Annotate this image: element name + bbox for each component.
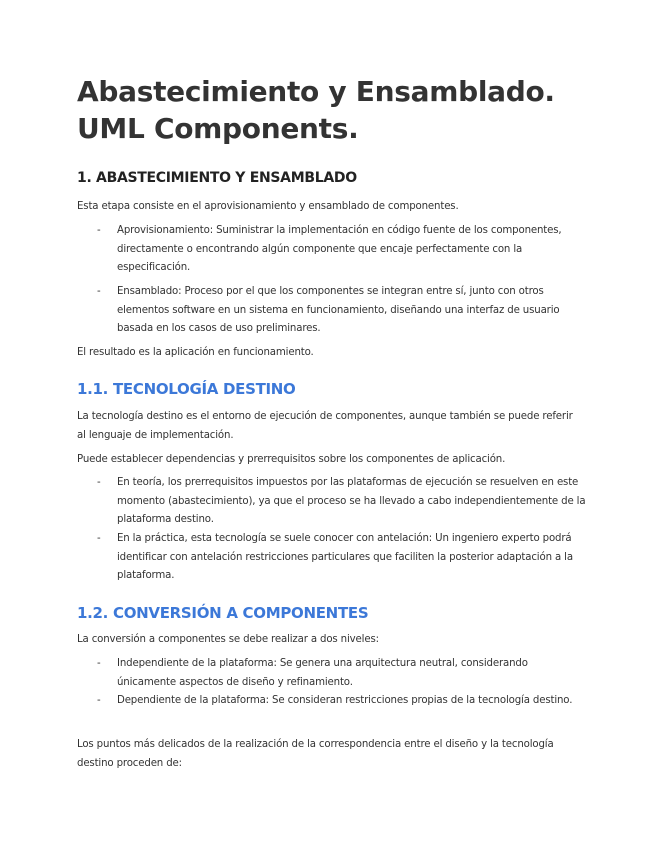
bullet-marker: - bbox=[97, 477, 101, 488]
bullet-marker: - bbox=[97, 695, 101, 706]
bullet-marker: - bbox=[97, 286, 101, 297]
paragraph-dependencias: Puede establecer dependencias y prerrequisitos sobre los componentes de aplicación. bbox=[77, 454, 506, 465]
bullet-dependiente: Dependiente de la plataforma: Se consideran restricciones propias de la tecnología destino. bbox=[117, 695, 573, 706]
bullet-aprovisionamiento: Aprovisionamiento: Suministrar la implementación en código fuente de los componentes, directamente o encontrando algún componente que encaje perfectamente con la especificación. bbox=[117, 225, 562, 274]
section-heading-tecnologia-destino: 1.1. TECNOLOGÍA DESTINO bbox=[77, 380, 296, 398]
bullet-marker: - bbox=[97, 225, 101, 236]
bullet-ensamblado: Ensamblado: Proceso por el que los componentes se integran entre sí, junto con otros elementos software en un sistema en funcionamiento, diseñando una interfaz de usuario basada en los casos de uso preliminares. bbox=[117, 286, 560, 335]
section-intro: La conversión a componentes se debe realizar a dos niveles: bbox=[77, 634, 379, 645]
section-intro: Esta etapa consiste en el aprovisionamiento y ensamblado de componentes. bbox=[77, 201, 459, 212]
bullet-marker: - bbox=[97, 658, 101, 669]
paragraph-tecnologia-definicion: La tecnología destino es el entorno de ejecución de componentes, aunque también se puede referir al lenguaje de implementación. bbox=[77, 411, 573, 441]
section-outro: Los puntos más delicados de la realización de la correspondencia entre el diseño y la tecnología destino proceden de: bbox=[77, 739, 554, 769]
page-title: Abastecimiento y Ensamblado. UML Components. bbox=[77, 75, 555, 145]
bullet-en-la-practica: En la práctica, esta tecnología se suele conocer con antelación: Un ingeniero experto podrá identificar con antelación restricciones particulares que faciliten la posterior adaptación a la plataforma. bbox=[117, 533, 573, 582]
bullet-marker: - bbox=[97, 533, 101, 544]
section-heading-abastecimiento: 1. ABASTECIMIENTO Y ENSAMBLADO bbox=[77, 170, 357, 186]
bullet-en-teoria: En teoría, los prerrequisitos impuestos por las plataformas de ejecución se resuelven en este momento (abastecimiento), ya que el proceso se ha llevado a cabo independientemente de la plataforma destino. bbox=[117, 477, 586, 526]
section-heading-conversion-componentes: 1.2. CONVERSIÓN A COMPONENTES bbox=[77, 604, 369, 622]
bullet-independiente: Independiente de la plataforma: Se genera una arquitectura neutral, considerando únicamente aspectos de diseño y refinamiento. bbox=[117, 658, 528, 688]
section-outro: El resultado es la aplicación en funcionamiento. bbox=[77, 347, 314, 358]
